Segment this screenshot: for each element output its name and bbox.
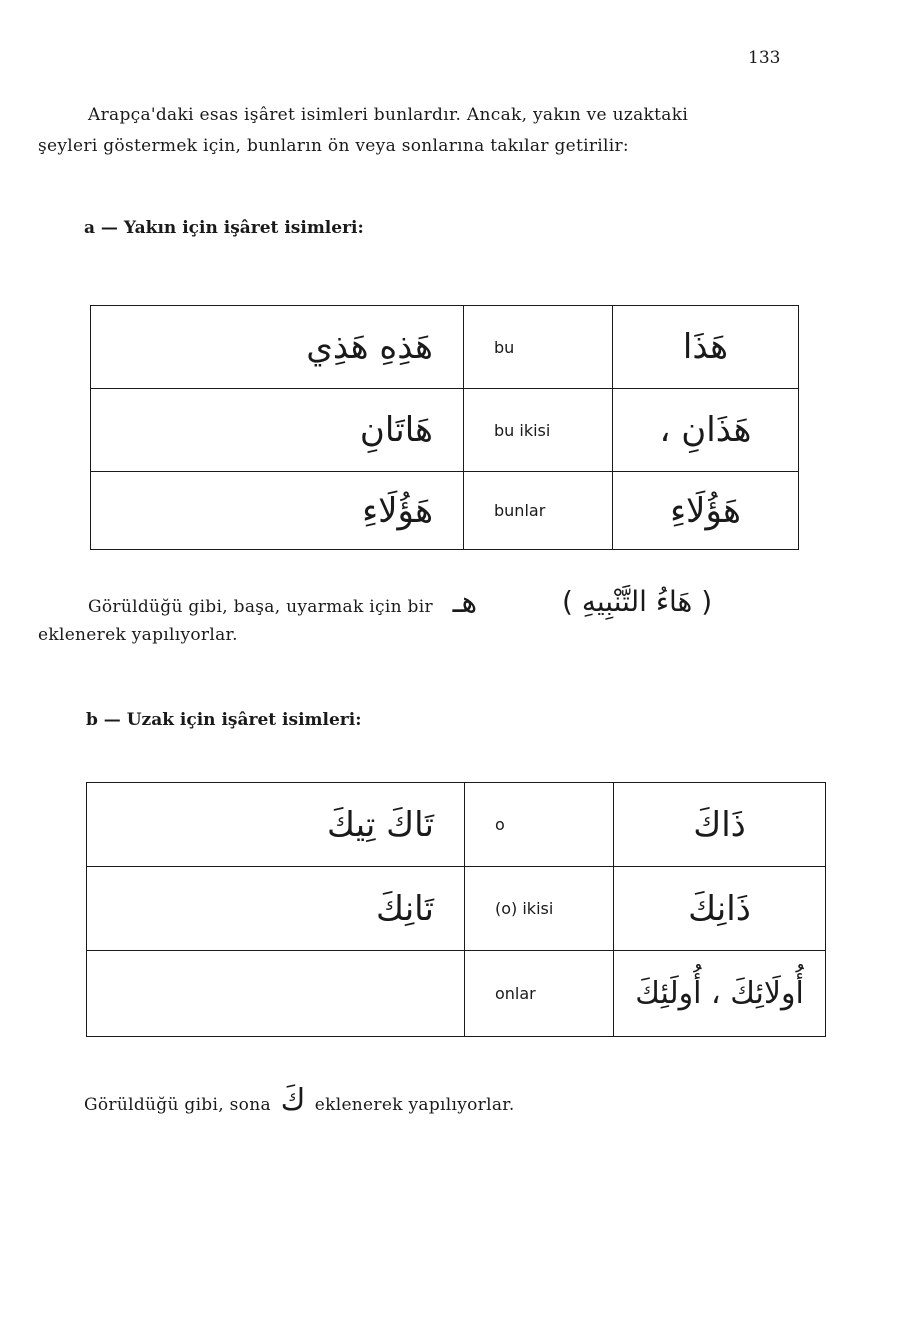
table-row — [87, 783, 826, 867]
page-number: 133 — [748, 48, 781, 68]
kaf-letter: كَ — [280, 1083, 306, 1118]
feminine-cell: تَاكَ تِيكَ — [87, 783, 465, 867]
section-b-note — [84, 1083, 515, 1120]
intro-line-2: şeyleri göstermek için, bunların ön veya sonlarına takılar getirilir: — [38, 136, 629, 156]
meaning-cell: onlar — [465, 951, 614, 1037]
meaning-cell: bu — [464, 306, 613, 389]
feminine-cell — [87, 951, 465, 1037]
intro-line-1: Arapça'daki esas işâret isimleri bunlardır. Ancak, yakın ve uzaktaki — [88, 105, 689, 125]
masculine-cell: هَؤُلَاءِ — [613, 472, 799, 550]
feminine-cell: تَانِكَ — [87, 867, 465, 951]
note-text: eklenerek yapılıyorlar. — [314, 1095, 515, 1115]
table-row — [91, 306, 799, 389]
section-a-note-line-1 — [88, 585, 478, 622]
masculine-cell: هَذَا — [613, 306, 799, 389]
far-demonstratives-table — [86, 782, 826, 1037]
masculine-cell: أُولَائِكَ ، أُولَئِكَ — [614, 951, 826, 1037]
table-row — [91, 472, 799, 550]
masculine-cell: هَذَانِ ، — [613, 389, 799, 472]
note-text: Görüldüğü gibi, başa, uyarmak için bir — [88, 597, 433, 617]
near-demonstratives-table — [90, 305, 799, 550]
table-row — [91, 389, 799, 472]
ha-letter: هـ — [452, 585, 478, 620]
meaning-cell: o — [465, 783, 614, 867]
feminine-cell: هَاتَانِ — [91, 389, 464, 472]
section-b-heading: b — Uzak için işâret isimleri: — [86, 710, 362, 730]
meaning-cell: bunlar — [464, 472, 613, 550]
table-row — [87, 951, 826, 1037]
section-a-heading: a — Yakın için işâret isimleri: — [84, 218, 364, 238]
meaning-cell: bu ikisi — [464, 389, 613, 472]
masculine-cell: ذَانِكَ — [614, 867, 826, 951]
feminine-cell: هَؤُلَاءِ — [91, 472, 464, 550]
feminine-cell: هَذِهِ هَذِي — [91, 306, 464, 389]
table-row — [87, 867, 826, 951]
ha-tanbih-phrase: ( هَاءُ التَّنْبِيهِ ) — [562, 585, 713, 618]
meaning-cell: (o) ikisi — [465, 867, 614, 951]
masculine-cell: ذَاكَ — [614, 783, 826, 867]
note-text: Görüldüğü gibi, sona — [84, 1095, 271, 1115]
section-a-note-line-2: eklenerek yapılıyorlar. — [38, 625, 238, 645]
